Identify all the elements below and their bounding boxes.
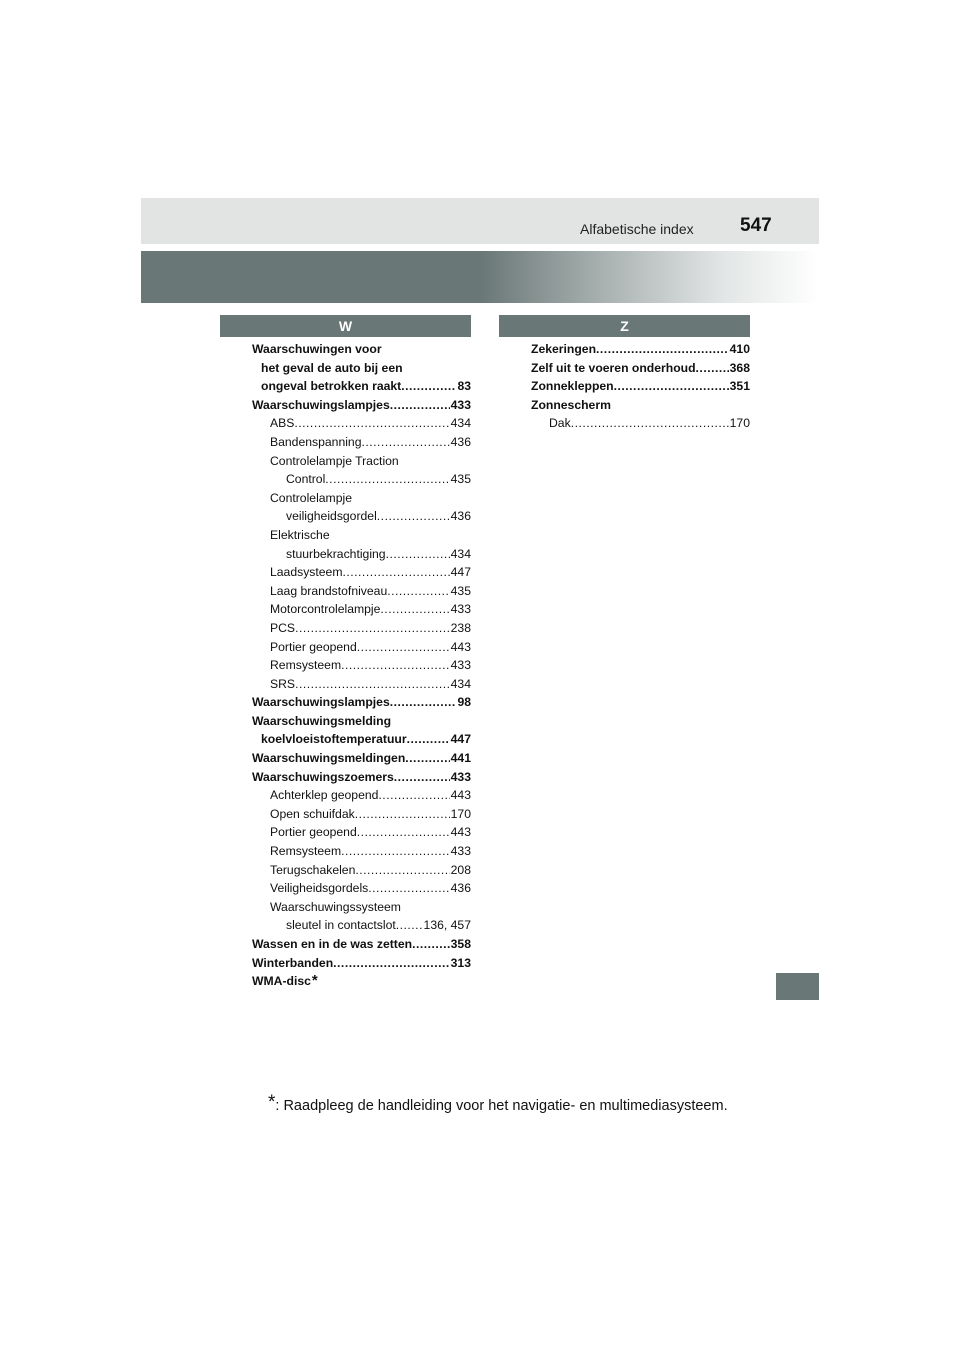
entry-text-line: Waarschuwingslampjes bbox=[252, 695, 390, 710]
entry-text-line: Waarschuwingslampjes bbox=[252, 397, 390, 412]
page-reference: 170 bbox=[729, 416, 750, 431]
entry-text-line: Waarschuwingsmelding bbox=[252, 713, 392, 728]
page-reference: 434 bbox=[450, 416, 471, 431]
page-reference: 170 bbox=[450, 806, 471, 821]
page-reference: 358 bbox=[450, 937, 471, 951]
page-reference: 433 bbox=[450, 769, 471, 784]
index-subentry bbox=[252, 526, 471, 563]
entry-text-line: Controlelampje Traction bbox=[270, 453, 399, 468]
entry-text-line: Achterklep geopend bbox=[270, 788, 379, 803]
page-reference: 208 bbox=[450, 862, 471, 877]
page-reference: 434 bbox=[450, 546, 471, 561]
page-reference: 313 bbox=[450, 955, 471, 970]
dot-leader bbox=[333, 954, 450, 973]
dot-leader bbox=[401, 377, 456, 396]
page-reference: 368 bbox=[729, 360, 750, 375]
entry-text-line: koelvloeistoftemperatuur bbox=[261, 732, 407, 747]
dot-leader bbox=[412, 935, 450, 954]
page-reference: 435 bbox=[450, 583, 471, 598]
index-subentry bbox=[252, 582, 471, 601]
entry-text-line: Remsysteem bbox=[270, 658, 342, 673]
index-subentry bbox=[252, 414, 471, 433]
chapter-thumb-tab bbox=[776, 973, 819, 1000]
entry-text-line: Winterbanden bbox=[252, 955, 334, 970]
index-subentry bbox=[252, 842, 471, 861]
dot-leader bbox=[407, 730, 450, 749]
entry-text-line: Waarschuwingssysteem bbox=[270, 899, 401, 914]
entry-text-line: ABS bbox=[270, 416, 295, 431]
footnote-marker: * bbox=[268, 1092, 276, 1113]
page-reference: 436 bbox=[450, 434, 471, 449]
dot-leader bbox=[380, 600, 449, 619]
page-reference: 434 bbox=[450, 676, 471, 691]
dot-leader bbox=[295, 675, 450, 694]
index-subentry bbox=[252, 861, 471, 880]
footnote bbox=[268, 1092, 728, 1120]
entry-text-line: Zonnekleppen bbox=[531, 379, 614, 394]
entry-text-line: Zekeringen bbox=[531, 342, 597, 356]
entry-text-line: Wassen en in de was zetten bbox=[252, 937, 413, 951]
page-reference: 441 bbox=[450, 751, 471, 766]
dot-leader bbox=[390, 693, 457, 712]
dot-leader bbox=[378, 786, 449, 805]
dot-leader bbox=[368, 879, 449, 898]
index-entry bbox=[252, 340, 471, 396]
dot-leader bbox=[295, 619, 450, 638]
index-entry bbox=[531, 340, 750, 359]
index-subentry bbox=[252, 805, 471, 824]
entry-text-line: het geval de auto bij een bbox=[261, 360, 403, 375]
dot-leader bbox=[405, 749, 449, 768]
page-reference: 98 bbox=[457, 695, 471, 710]
entry-text-line: sleutel in contactslot bbox=[286, 918, 396, 933]
page-reference: 447 bbox=[450, 565, 471, 580]
index-subentry bbox=[531, 414, 750, 433]
dot-leader bbox=[696, 359, 729, 378]
index-subentry bbox=[252, 675, 471, 694]
entry-text-line: ongeval betrokken raakt bbox=[261, 379, 402, 394]
page-reference: 447 bbox=[450, 732, 471, 747]
entry-text-line: Waarschuwingsmeldingen bbox=[252, 751, 406, 766]
index-subentry bbox=[252, 563, 471, 582]
page-reference: 436 bbox=[450, 509, 471, 524]
entry-text-line: Control bbox=[286, 472, 326, 487]
index-subentry bbox=[252, 433, 471, 452]
entry-text-line: Remsysteem bbox=[270, 844, 342, 859]
dot-leader bbox=[362, 433, 450, 452]
index-entry bbox=[531, 359, 750, 378]
entry-text-line: Laadsysteem bbox=[270, 565, 343, 580]
dot-leader bbox=[614, 377, 729, 396]
dot-leader bbox=[390, 396, 450, 415]
index-entry bbox=[252, 935, 471, 954]
entry-text-line: Waarschuwingszoemers bbox=[252, 769, 394, 784]
dot-leader bbox=[355, 805, 450, 824]
dot-leader bbox=[387, 582, 449, 601]
entry-text-line: Veiligheidsgordels bbox=[270, 881, 369, 896]
entry-text-line: Elektrische bbox=[270, 527, 330, 542]
index-subentry bbox=[252, 600, 471, 619]
entry-text-line: Zelf uit te voeren onderhoud bbox=[531, 360, 696, 375]
dot-leader bbox=[343, 563, 450, 582]
index-subentry bbox=[252, 638, 471, 657]
dot-leader bbox=[377, 507, 450, 526]
page-reference: 433 bbox=[450, 658, 471, 673]
footnote-text: : Raadpleeg de handleiding voor het navigatie- en multimediasysteem. bbox=[275, 1098, 728, 1114]
index-entry bbox=[531, 377, 750, 396]
page-reference: 443 bbox=[450, 639, 471, 654]
index-subentry bbox=[252, 879, 471, 898]
page-number: 547 bbox=[740, 215, 772, 236]
page-reference: 433 bbox=[450, 844, 471, 859]
entry-text-line: stuurbekrachtiging bbox=[286, 546, 386, 561]
index-entry bbox=[531, 396, 750, 415]
index-subentry bbox=[252, 452, 471, 489]
page-reference: 351 bbox=[729, 379, 750, 394]
header-band bbox=[141, 198, 819, 244]
index-entry bbox=[252, 693, 471, 712]
entry-text-line: Dak bbox=[549, 416, 571, 431]
index-column-w bbox=[252, 340, 471, 991]
section-title: Alfabetische index bbox=[580, 221, 694, 237]
index-subentry bbox=[252, 898, 471, 935]
entry-text-line: Waarschuwingen voor bbox=[252, 342, 382, 356]
index-entry: WMA-disc * bbox=[252, 972, 318, 990]
page-reference: 433 bbox=[450, 397, 471, 412]
entry-text-line: Motorcontrolelampje bbox=[270, 602, 381, 617]
entry-text-line: SRS bbox=[270, 676, 296, 691]
index-subentry bbox=[252, 489, 471, 526]
dot-leader bbox=[325, 470, 449, 489]
dot-leader bbox=[386, 545, 450, 564]
index-entry bbox=[252, 712, 471, 749]
page-reference: 410 bbox=[729, 342, 750, 356]
entry-text-line: Bandenspanning bbox=[270, 434, 362, 449]
dot-leader bbox=[341, 656, 450, 675]
entry-text-line: veiligheidsgordel bbox=[286, 509, 377, 524]
dot-leader bbox=[357, 823, 450, 842]
page-reference: 83 bbox=[457, 379, 471, 394]
page-reference: 443 bbox=[450, 825, 471, 840]
entry-text-line: Open schuifdak bbox=[270, 806, 355, 821]
dot-leader bbox=[571, 414, 729, 433]
index-entry bbox=[252, 396, 471, 415]
entry-text-line: Portier geopend bbox=[270, 639, 357, 654]
index-entry bbox=[252, 749, 471, 768]
dot-leader bbox=[294, 414, 449, 433]
page-reference: 433 bbox=[450, 602, 471, 617]
decorative-gradient-bar bbox=[141, 251, 819, 303]
letter-heading-z: Z bbox=[499, 315, 750, 337]
index-entry bbox=[252, 768, 471, 787]
dot-leader bbox=[357, 638, 450, 657]
entry-text-line: Laag brandstofniveau bbox=[270, 583, 388, 598]
index-subentry bbox=[252, 823, 471, 842]
entry-text-line: Controlelampje bbox=[270, 490, 352, 505]
index-subentry bbox=[252, 619, 471, 638]
letter-heading-w: W bbox=[220, 315, 471, 337]
entry-text-line: PCS bbox=[270, 620, 296, 635]
index-entry bbox=[252, 954, 471, 973]
index-subentry bbox=[252, 656, 471, 675]
dot-leader bbox=[396, 916, 423, 935]
page-reference: 136, 457 bbox=[423, 918, 471, 933]
index-column-z bbox=[531, 340, 750, 433]
entry-text-line: Terugschakelen bbox=[270, 862, 356, 877]
entry-text-line: Portier geopend bbox=[270, 825, 357, 840]
page-reference: 435 bbox=[450, 472, 471, 487]
page-reference: 238 bbox=[450, 620, 471, 635]
dot-leader bbox=[355, 861, 449, 880]
dot-leader bbox=[394, 768, 450, 787]
index-subentry bbox=[252, 786, 471, 805]
entry-text-line: WMA-disc bbox=[252, 974, 311, 989]
dot-leader bbox=[596, 340, 729, 359]
page-reference: 436 bbox=[450, 881, 471, 896]
entry-text-line: Zonnescherm bbox=[531, 397, 611, 412]
dot-leader bbox=[341, 842, 450, 861]
page-reference: 443 bbox=[450, 788, 471, 803]
